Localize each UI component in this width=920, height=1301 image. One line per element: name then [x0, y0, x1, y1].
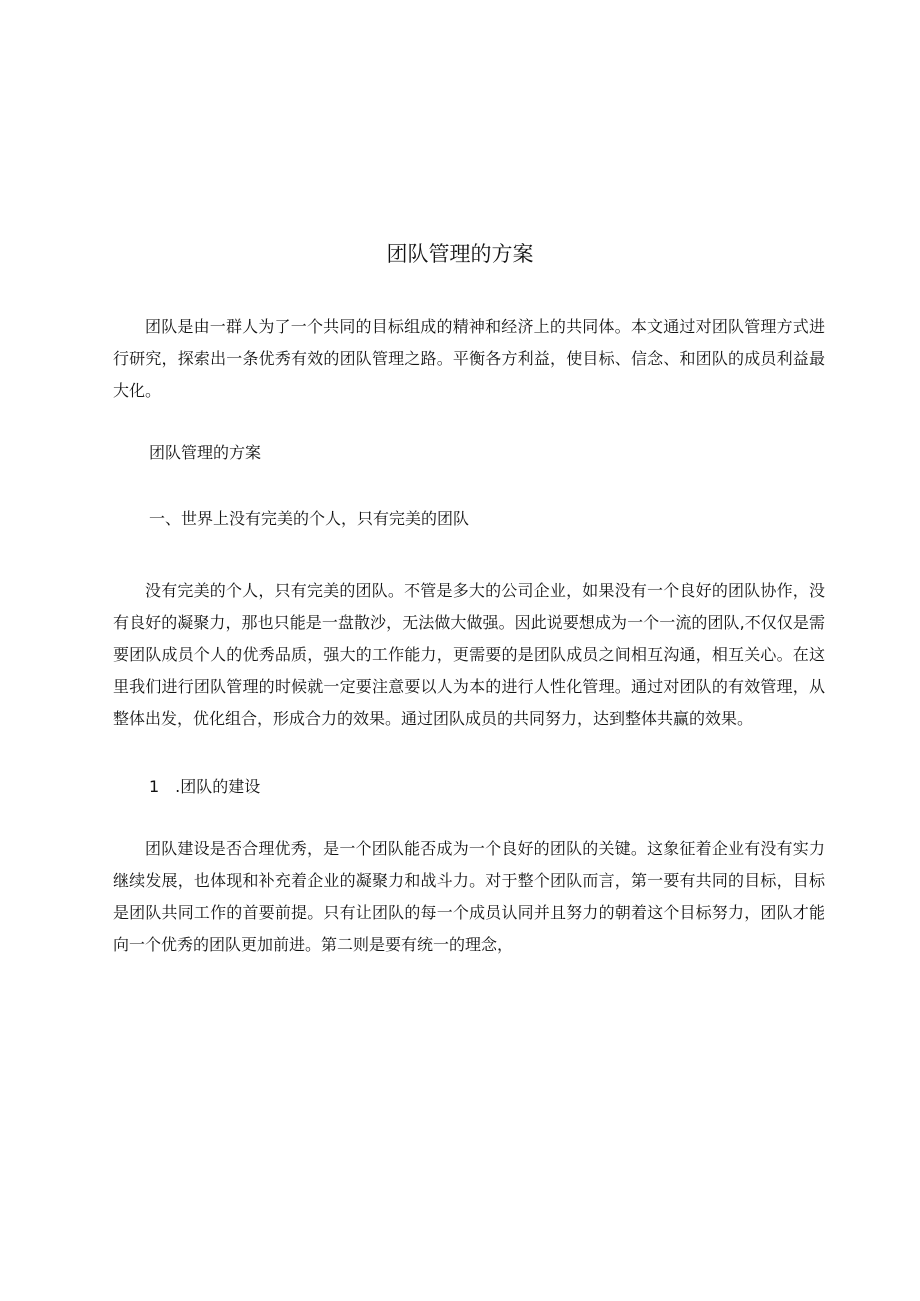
document-body: [113, 311, 825, 961]
heading-1: 一、世界上没有完美的个人，只有完美的团队: [149, 509, 470, 528]
intro-paragraph: 团队是由一群人为了一个共同的目标组成的精神和经济上的共同体。本文通过对团队管理方式进行研究，探索出一条优秀有效的团队管理之路。平衡各方利益，使目标、信念、和团队的成员利益最大化。: [113, 317, 825, 400]
heading-2: 1 .团队的建设: [149, 777, 261, 796]
paragraph-2: 团队建设是否合理优秀，是一个团队能否成为一个良好的团队的关键。这象征着企业有没有实力继续发展，也体现和补充着企业的凝聚力和战斗力。对于整个团队而言，第一要有共同的目标，目标是团队共同工作的首要前提。只有让团队的每一个成员认同并且努力的朝着这个目标努力，团队才能向一个优秀的团队更加前进。第二则是要有统一的理念，: [113, 839, 825, 954]
section-title: 团队管理的方案: [149, 443, 262, 462]
paragraph-1: 没有完美的个人，只有完美的团队。不管是多大的公司企业，如果没有一个良好的团队协作，没有良好的凝聚力，那也只能是一盘散沙，无法做大做强。因此说要想成为一个一流的团队,不仅仅是需要团队成员个人的优秀品质，强大的工作能力，更需要的是团队成员之间相互沟通，相互关心。在这里我们进行团队管理的时候就一定要注意要以人为本的进行人性化管理。通过对团队的有效管理，从整体出发，优化组合，形成合力的效果。通过团队成员的共同努力，达到整体共赢的效果。: [113, 581, 825, 728]
document-title: 团队管理的方案: [386, 242, 534, 266]
